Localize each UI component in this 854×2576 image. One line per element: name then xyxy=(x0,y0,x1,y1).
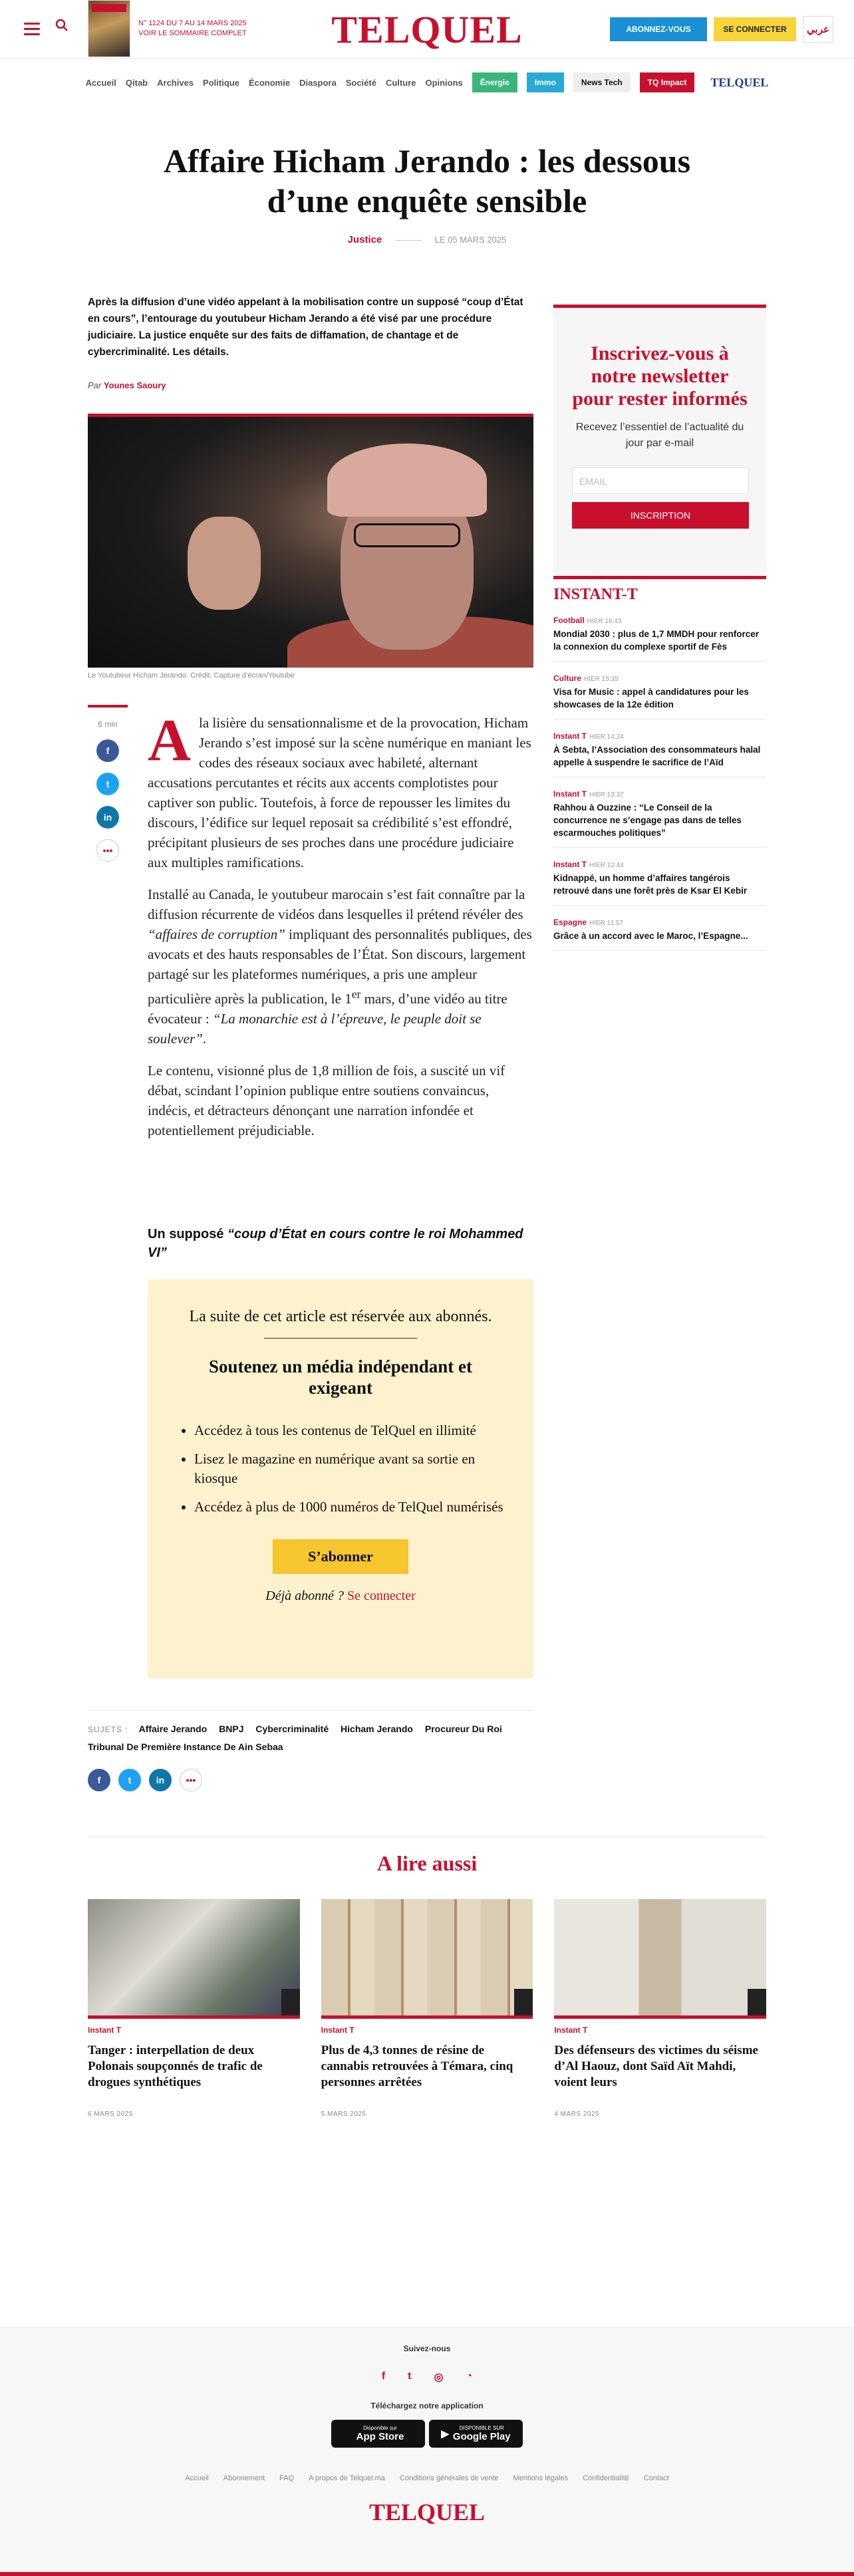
paywall-heading: Soutenez un média indépendant et exigeant xyxy=(208,1356,473,1398)
item-time: HIER 14:24 xyxy=(589,733,624,741)
item-time: HIER 15:35 xyxy=(584,676,619,683)
photo-hand xyxy=(188,517,261,610)
login-button[interactable]: SE CONNECTER xyxy=(714,17,796,41)
p2-text-d: . xyxy=(202,1031,207,1047)
gplay-label: Google Play xyxy=(452,2431,511,2442)
card-category[interactable]: Instant T xyxy=(88,2025,121,2035)
item-title[interactable]: Visa for Music : appel à candidatures pour les showcases de la 12e édition xyxy=(553,687,749,709)
article-date: LE 05 MARS 2025 xyxy=(434,235,507,245)
twitter-share-icon[interactable]: t xyxy=(118,1769,141,1791)
twitter-icon[interactable]: t xyxy=(408,2371,412,2382)
footer-links xyxy=(0,2474,854,2482)
item-time: HIER 11:57 xyxy=(589,920,623,927)
tag-link[interactable]: BNPJ xyxy=(219,1724,244,1734)
related-cards xyxy=(88,1899,766,2118)
tag-link[interactable]: Procureur Du Roi xyxy=(424,1724,502,1734)
newsletter-box xyxy=(553,305,766,574)
article-body xyxy=(148,708,533,1152)
benefit-item: • Lisez le magazine en numérique avant sa sortie en kiosque xyxy=(194,1450,504,1488)
subheading-quote: “coup d’État en cours contre le roi Mohammed VI” xyxy=(148,1227,523,1260)
tags-label: SUJETS : xyxy=(88,1725,128,1734)
item-time: HIER 13:37 xyxy=(589,791,624,799)
paywall-title: La suite de cet article est réservée aux abonnés. xyxy=(189,1308,492,1325)
twitter-share-icon[interactable]: t xyxy=(96,773,119,795)
tag-link[interactable]: Cybercriminalité xyxy=(255,1724,329,1734)
item-title[interactable]: Grâce à un accord avec le Maroc, l’Espagne... xyxy=(553,931,748,941)
footer-link[interactable]: Conditions générales de vente xyxy=(399,2474,499,2482)
benefit-item: • Accédez à plus de 1000 numéros de TelQuel numérisés xyxy=(194,1497,504,1517)
item-category: Culture xyxy=(553,674,581,683)
facebook-icon[interactable]: f xyxy=(381,2371,386,2382)
tag-link[interactable]: Tribunal De Première Instance De Ain Sebaa xyxy=(88,1741,283,1752)
item-title[interactable]: Kidnappé, un homme d’affaires tangérois retrouvé dans une forêt près de Ksar El Kebir xyxy=(553,873,748,896)
paragraph-3: Le contenu, visionné plus de 1,8 million de fois, a suscité un vif débat, scindant l’opinion publique entre soutiens convaincus, indécis, et détracteurs dénonçant une narration infondée et potentiellement préjudiciable. xyxy=(148,1063,505,1138)
issue-number: N° 1124 DU 7 AU 14 MARS 2025 xyxy=(138,19,247,27)
card-date: 4 MARS 2025 xyxy=(554,2111,600,2118)
footer-logo[interactable]: TELQUEL xyxy=(368,2499,486,2525)
card-category[interactable]: Instant T xyxy=(554,2025,588,2035)
related-heading: A lire aussi xyxy=(376,1851,478,1875)
instant-t-heading: INSTANT-T xyxy=(553,586,638,603)
footer-link[interactable]: Accueil xyxy=(185,2474,209,2482)
related-card[interactable] xyxy=(88,1899,300,2118)
article-title: Affaire Hicham Jerando : les dessous d’une enquête sensible xyxy=(163,142,691,219)
google-play-icon: ▶ xyxy=(441,2428,449,2440)
gplay-small: DISPONIBLE SUR xyxy=(459,2425,504,2431)
paragraph-1-text: la lisière du sensationnalisme et de la provocation, Hicham Jerando s’est imposé sur la scène numérique en maniant les codes des réseaux sociaux avec habileté, alternant accusations percutantes et récits aux accents complotistes pour captiver son public. Toutefois, à force de repousser les limites du discours, l’édifice sur lequel reposait sa crédibilité s’est effondré, précipitant plusieurs de ses proches dans une procédure judiciaire aux multiples ramifications. xyxy=(148,715,531,870)
item-title[interactable]: Mondial 2030 : plus de 1,7 MMDH pour renforcer la connexion du complexe sportif de Fès xyxy=(553,629,760,652)
share-sidebar xyxy=(88,705,128,862)
subheading-text: Un supposé xyxy=(148,1227,228,1241)
image-corner xyxy=(514,1989,533,2015)
footer-accent-line xyxy=(0,2572,854,2576)
footer-link[interactable]: A propos de Telquel.ma xyxy=(309,2474,385,2482)
item-category: Instant T xyxy=(553,731,587,741)
related-card-image[interactable] xyxy=(321,1899,533,2019)
p2-text-b: impliquant des personnalités publiques, des avocats et des hauts responsables de l’État. Son discours, largement partagé sur les plateformes numériques, a pris une ampleur particulière après la publication, le 1 xyxy=(148,926,532,1007)
benefit-item: • Accédez à tous les contenus de TelQuel en illimité xyxy=(194,1421,504,1440)
card-title[interactable]: Plus de 4,3 tonnes de résine de cannabis retrouvées à Témara, cinq personnes arrêtées xyxy=(321,2043,513,2089)
nav-pill-tq-impact[interactable]: TQ Impact xyxy=(640,72,695,92)
instant-t-feed xyxy=(553,576,766,952)
card-date: 6 MARS 2025 xyxy=(88,2111,133,2118)
instagram-icon[interactable]: ◎ xyxy=(434,2372,444,2383)
read-time: 6 min xyxy=(98,719,118,729)
list-item[interactable] xyxy=(553,777,766,848)
related-card-image[interactable] xyxy=(554,1899,766,2019)
nav-pill-energie[interactable]: Énergie xyxy=(472,72,517,92)
already-subscribed-text: Déjà abonné ? xyxy=(265,1589,345,1603)
paywall-login xyxy=(177,1589,504,1604)
nav-item-societe[interactable]: Société xyxy=(345,77,376,88)
article-subheading xyxy=(148,1225,533,1262)
author-link[interactable]: Younes Saoury xyxy=(103,380,166,390)
photo-glasses xyxy=(354,523,460,547)
list-item[interactable] xyxy=(553,604,766,662)
newsletter-title: Inscrivez-vous à notre newsletter pour rester informés xyxy=(572,342,748,410)
app-store-badge[interactable] xyxy=(331,2420,425,2448)
meta-divider xyxy=(395,240,422,241)
download-label: Téléchargez notre application xyxy=(370,2401,484,2410)
item-category: Instant T xyxy=(553,789,587,799)
share-bar-accent xyxy=(88,705,128,708)
p2-quote-2: “La monarchie est à l’épreuve, le peuple doit se soulever” xyxy=(148,1011,482,1047)
issue-summary-link[interactable]: VOIR LE SOMMAIRE COMPLET xyxy=(138,29,247,37)
image-corner xyxy=(281,1989,300,2015)
main-nav xyxy=(0,59,854,106)
appstore-label: App Store xyxy=(356,2431,404,2442)
tag-link[interactable]: Hicham Jerando xyxy=(341,1724,413,1734)
nav-item-qitab[interactable]: Qitab xyxy=(125,77,148,88)
list-item[interactable] xyxy=(553,662,766,719)
paragraph-2 xyxy=(148,884,533,1049)
card-category[interactable]: Instant T xyxy=(321,2025,355,2035)
card-title[interactable]: Tanger : interpellation de deux Polonais soupçonnés de trafic de drogues synthétiques xyxy=(88,2043,263,2089)
subscribe-button[interactable]: ABONNEZ-VOUS xyxy=(610,17,707,41)
linkedin-share-icon[interactable]: in xyxy=(96,806,119,829)
top-bar xyxy=(0,0,854,59)
article-photo xyxy=(88,414,533,668)
item-title[interactable]: À Sebta, l’Association des consommateurs halal appelle à suspendre le sacrifice de l’Aïd xyxy=(553,745,761,767)
list-item[interactable] xyxy=(553,719,766,777)
related-card[interactable] xyxy=(554,1899,766,2118)
article-tags xyxy=(88,1710,533,1755)
footer-link[interactable]: Contact xyxy=(643,2474,669,2482)
p2-text-c: mars, d’une vidéo au titre évocateur : xyxy=(148,991,507,1027)
list-item[interactable] xyxy=(553,906,766,951)
nav-item-accueil[interactable]: Accueil xyxy=(85,77,116,88)
p2-quote-1: “affaires de corruption” xyxy=(148,926,285,942)
bottom-share-row xyxy=(88,1769,202,1791)
item-category: Football xyxy=(553,616,585,625)
nav-item-diaspora[interactable]: Diaspora xyxy=(299,77,337,88)
card-date: 5 MARS 2025 xyxy=(321,2111,366,2118)
paywall-divider xyxy=(264,1338,417,1339)
arabic-site-button[interactable]: عربي xyxy=(803,16,833,43)
facebook-share-icon[interactable]: f xyxy=(96,739,119,762)
facebook-share-icon[interactable]: f xyxy=(88,1769,110,1791)
tag-link[interactable]: Affaire Jerando xyxy=(138,1724,208,1734)
related-card-image[interactable] xyxy=(88,1899,300,2019)
more-share-icon[interactable]: ••• xyxy=(180,1769,202,1791)
item-title[interactable]: Rahhou à Ouzzine : “Le Conseil de la concurrence ne s’engage pas dans de telles escarmouches politiques” xyxy=(553,803,742,838)
appstore-small: Disponible sur xyxy=(363,2425,397,2431)
site-logo[interactable]: TELQUEL xyxy=(331,8,523,51)
paywall-login-link[interactable]: Se connecter xyxy=(347,1589,416,1603)
dropcap: A xyxy=(148,708,191,773)
photo-caption: Le Youtubeur Hicham Jerando. Crédit: Capture d’écran/Youtube xyxy=(88,672,295,680)
footer-link[interactable]: Mentions légales xyxy=(513,2474,569,2482)
paywall-subscribe-button[interactable]: S’abonner xyxy=(273,1539,408,1574)
rss-icon[interactable]: ◔ xyxy=(466,2371,473,2382)
item-time: HIER 12:44 xyxy=(589,862,624,869)
article-meta xyxy=(0,234,854,245)
image-corner xyxy=(748,1989,766,2015)
newsletter-submit-button[interactable]: INSCRIPTION xyxy=(572,502,749,529)
nav-item-archives[interactable]: Archives xyxy=(157,77,194,88)
article-category[interactable]: Justice xyxy=(347,234,382,245)
list-item[interactable] xyxy=(553,848,766,906)
card-title[interactable]: Des défenseurs des victimes du séisme d’Al Haouz, dont Saïd Aït Mahdi, voient leurs xyxy=(554,2043,758,2089)
nav-item-culture[interactable]: Culture xyxy=(385,77,416,88)
footer-link[interactable]: FAQ xyxy=(279,2474,295,2482)
social-links xyxy=(0,2371,854,2384)
newsletter-subtitle: Recevez l’essentiel de l’actualité du jour par e-mail xyxy=(575,422,744,449)
photo-cap xyxy=(327,444,487,517)
app-store-badges xyxy=(0,2420,854,2448)
linkedin-share-icon[interactable]: in xyxy=(149,1769,172,1791)
more-share-icon[interactable]: ••• xyxy=(96,839,119,862)
nav-pill-immo[interactable]: Immo xyxy=(527,72,564,92)
item-time: HIER 16:43 xyxy=(587,618,622,625)
paywall-benefits xyxy=(194,1421,504,1517)
article-lead: Après la diffusion d’une vidéo appelant à la mobilisation contre un supposé “coup d’État en cours”, l’entourage du youtubeur Hicham Jerando a été visé par une procédure judiciaire. La justice enquête sur des faits de diffamation, de chantage et de cybercriminalité. Les détails. xyxy=(88,297,523,358)
paywall-box xyxy=(148,1279,533,1678)
paragraph-1 xyxy=(148,708,533,872)
nav-item-opinions[interactable]: Opinions xyxy=(425,77,463,88)
newsletter-email-input[interactable]: EMAIL xyxy=(572,467,749,494)
telquel-sub-logo[interactable]: TELQUEL xyxy=(710,75,769,89)
p2-text-a: Installé au Canada, le youtubeur marocain s’est fait connaître par la diffusion récurrente de vidéos dans lesquelles il prétend révéler des xyxy=(148,886,525,922)
google-play-badge[interactable] xyxy=(429,2420,523,2448)
byline xyxy=(88,380,166,390)
follow-label: Suivez-nous xyxy=(403,2344,451,2353)
nav-item-economie[interactable]: Économie xyxy=(248,77,291,88)
item-category: Instant T xyxy=(553,860,587,869)
byline-prefix: Par xyxy=(88,380,102,390)
related-card[interactable] xyxy=(321,1899,533,2118)
site-footer xyxy=(0,2327,854,2576)
footer-link[interactable]: Abonnement xyxy=(223,2474,265,2482)
nav-pill-news-tech[interactable]: News Tech xyxy=(573,72,631,92)
footer-link[interactable]: Confidentialité xyxy=(583,2474,629,2482)
item-category: Espagne xyxy=(553,918,587,927)
nav-item-politique[interactable]: Politique xyxy=(203,77,239,88)
p2-sup: er xyxy=(351,987,361,1001)
